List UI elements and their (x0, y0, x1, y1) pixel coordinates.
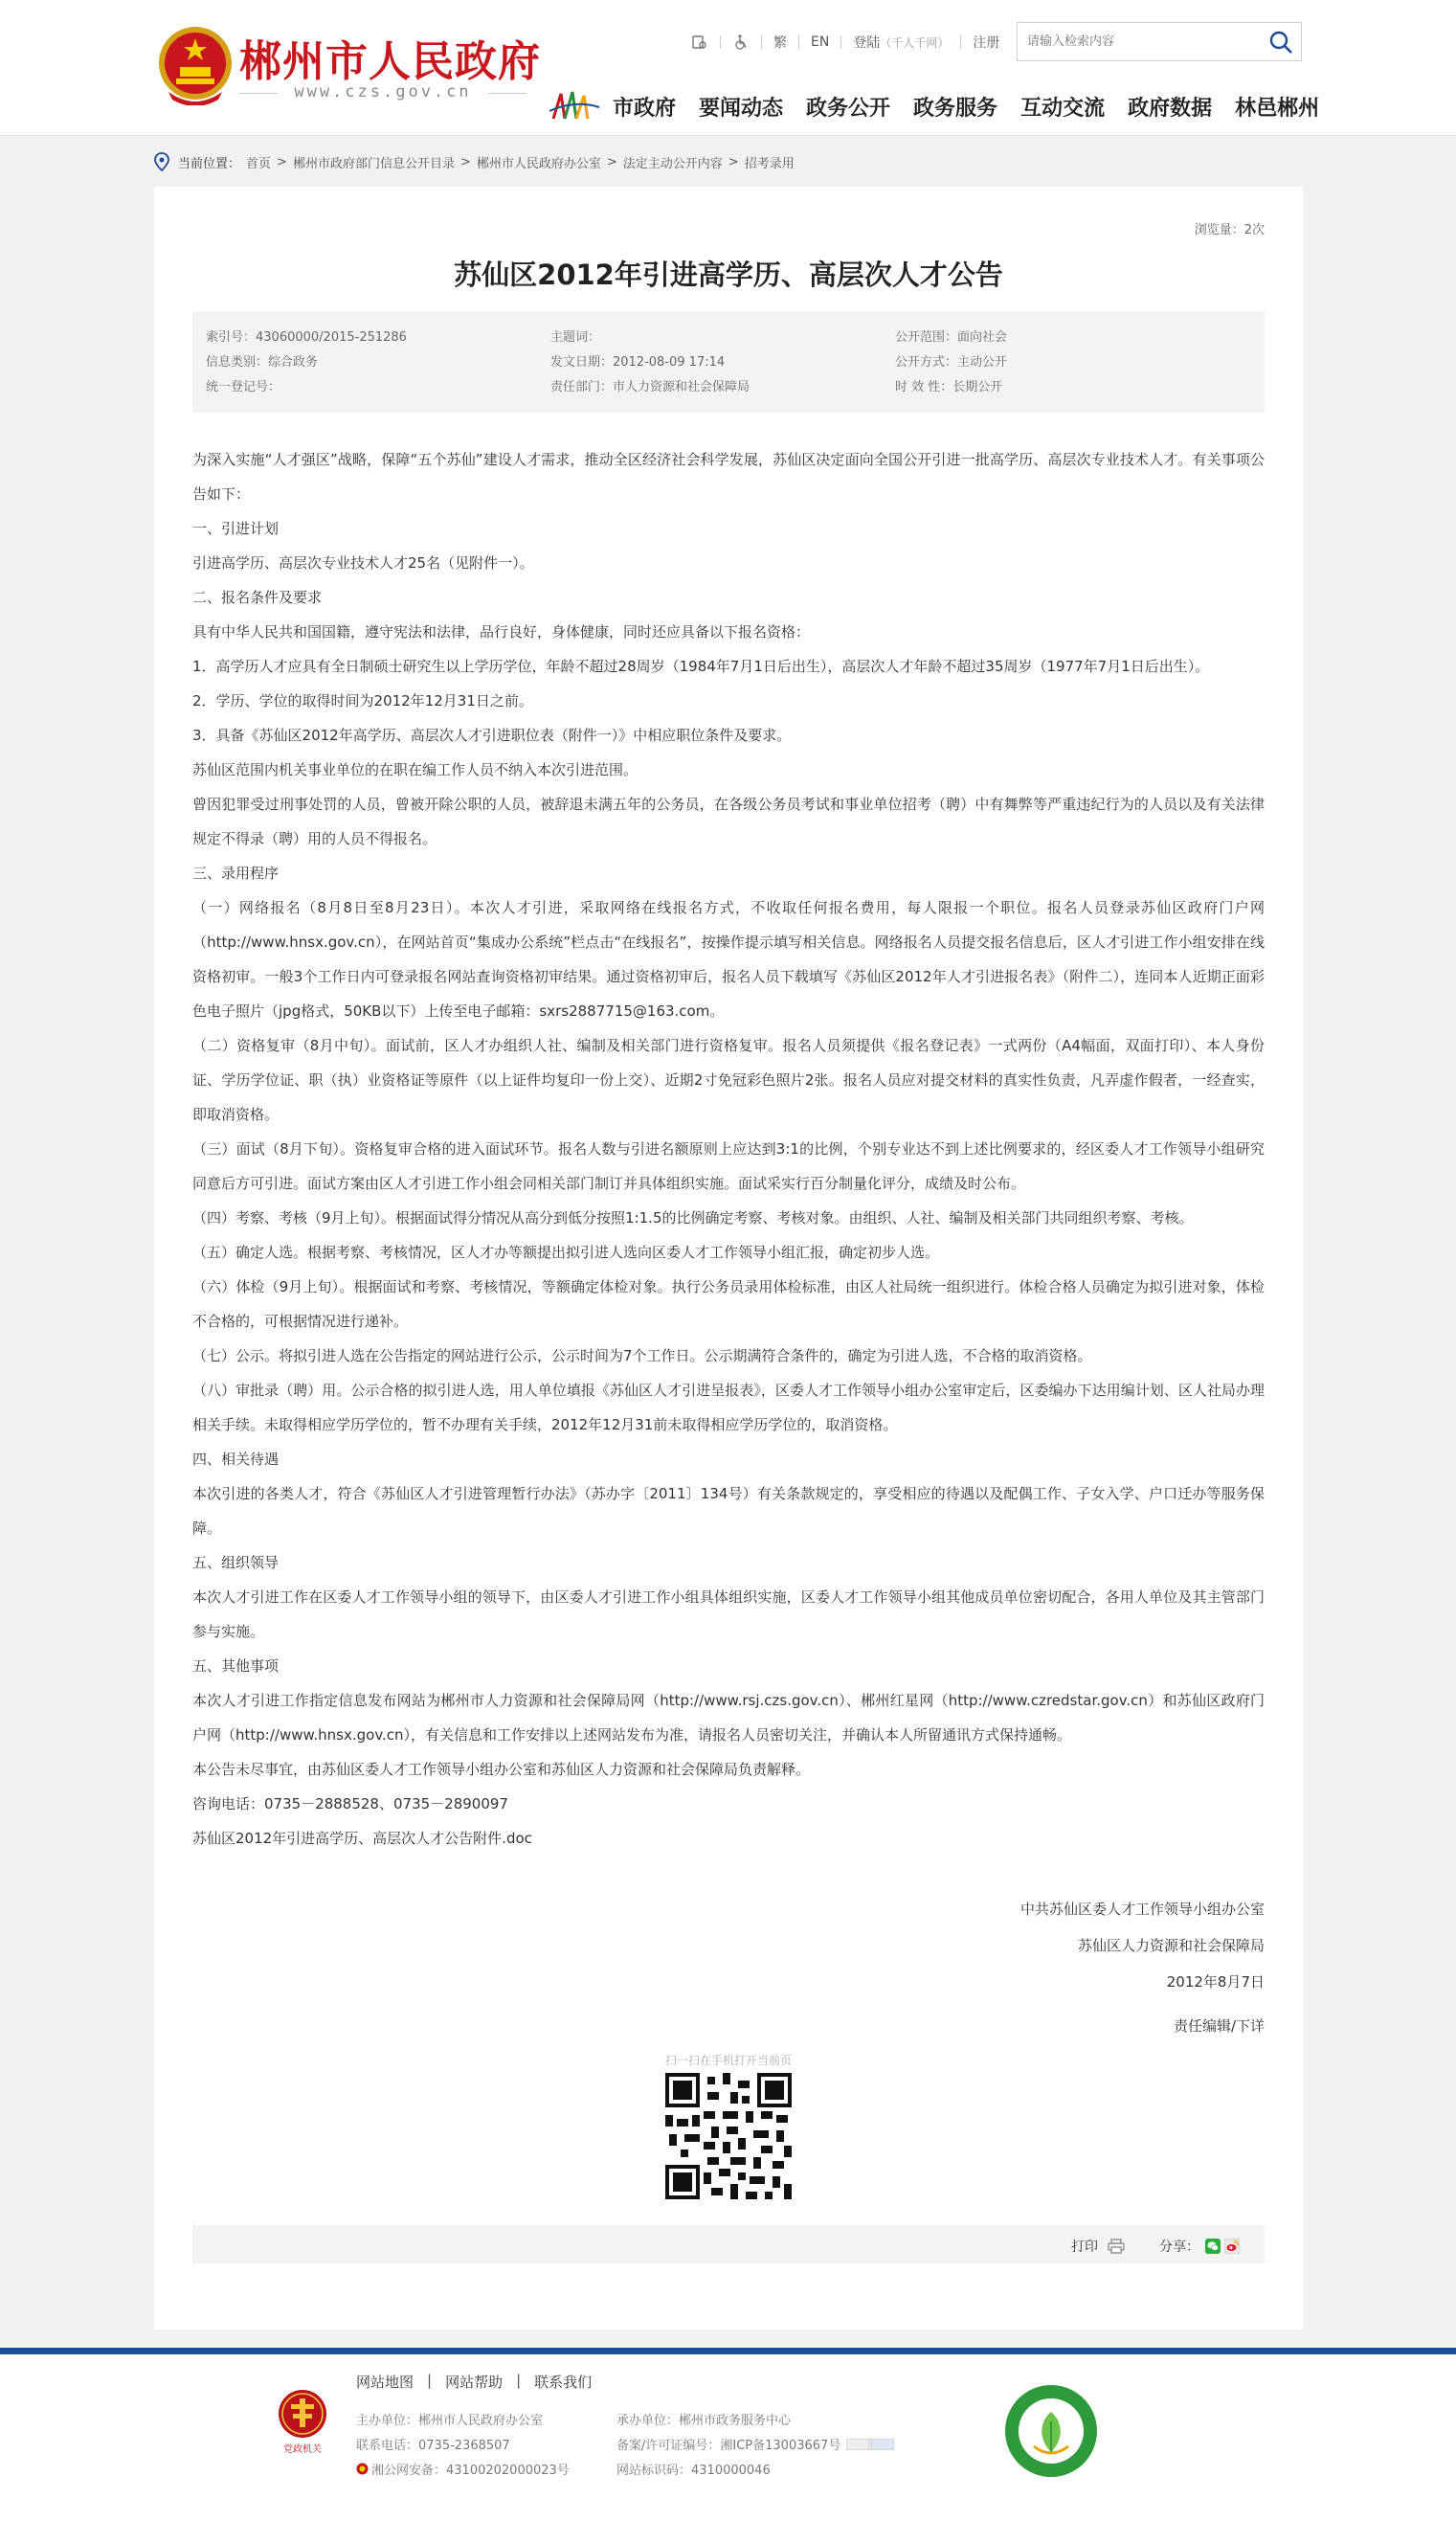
meta-theme: 主题词： (550, 330, 601, 345)
responsible-editor: 责任编辑/下详 (1173, 2017, 1265, 2035)
accessibility-icon[interactable] (691, 34, 708, 51)
article-meta (192, 311, 1265, 413)
footer-link-help[interactable]: 网站帮助 (445, 2374, 504, 2391)
paragraph: 具有中华人民共和国国籍，遵守宪法和法律，品行良好，身体健康，同时还应具备以下报名资格： (192, 623, 811, 641)
paragraph: 2．学历、学位的取得时间为2012年12月31日之前。 (192, 692, 533, 709)
attachment-link[interactable]: 苏仙区2012年引进高学历、高层次人才公告附件.doc (192, 1830, 532, 1847)
section-heading: 五、组织领导 (192, 1554, 280, 1571)
site-footer (0, 2354, 1456, 2521)
search-box (1017, 22, 1302, 61)
breadcrumb-office[interactable]: 郴州市人民政府办公室 (476, 156, 601, 171)
printer-icon (1108, 2239, 1125, 2254)
meta-validity: 时 效 性：长期公开 (895, 380, 1003, 394)
party-logo-caption: 党政机关 (283, 2444, 322, 2455)
meta-dept: 责任部门：市人力资源和社会保障局 (550, 380, 750, 394)
nav-item-open-government[interactable]: 政务公开 (806, 97, 891, 121)
paragraph: 咨询电话：0735－2888528、0735－2890097 (192, 1795, 508, 1812)
qr-code-icon (665, 2073, 792, 2199)
search-icon[interactable] (1268, 30, 1293, 55)
traditional-chinese-link[interactable]: 繁 (773, 35, 787, 51)
footer-divider (0, 2348, 1456, 2354)
paragraph: 本公告未尽事宜，由苏仙区委人才工作领导小组办公室和苏仙区人力资源和社会保障局负责解释。 (192, 1761, 811, 1778)
paragraph: 3．具备《苏仙区2012年高学历、高层次人才引进职位表（附件一）》中相应职位条件及要求。 (192, 727, 792, 744)
party-government-badge[interactable] (278, 2389, 327, 2455)
icp-logo-icon (846, 2439, 894, 2450)
footer-site-code: 网站标识码：4310000046 (616, 2464, 771, 2478)
paragraph: （四）考察、考核（9月上旬）。根据面试得分情况从高分到低分按照1:1.5的比例确定考察、考核对象。由组织、人社、编制及相关部门共同组织考察、考核。 (192, 1209, 1194, 1227)
article-toolbar (192, 2225, 1265, 2263)
party-logo-icon (278, 2389, 327, 2439)
police-badge-icon (356, 2463, 369, 2475)
paragraph: （六）体检（9月上旬）。根据面试和考察、考核情况，等额确定体检对象。执行公务员录用体检标准，由区人社局统一组织进行。体检合格人员确定为拟引进对象，体检不合格的，可根据情况进行递补。 (192, 1278, 1265, 1330)
english-link[interactable]: EN (811, 34, 830, 50)
meta-scope: 公开范围：面向社会 (895, 330, 1008, 345)
site-url: www.czs.gov.cn (239, 82, 526, 101)
article-container (154, 187, 1303, 2330)
meta-index-no: 索引号：43060000/2015-251286 (206, 330, 407, 345)
signature-block (882, 1891, 1265, 2000)
nav-logo-icon (548, 86, 601, 124)
print-button[interactable] (1071, 2237, 1125, 2256)
paragraph: （三）面试（8月下旬）。资格复审合格的进入面试环节。报名人数与引进名额原则上应达到3:1的比例，个别专业达不到上述比例要求的，经区委人才工作领导小组研究同意后方可引进。面试方案由区人才引进工作小组会同相关部门制订并具体组织实施。面试采实行百分制量化评分，成绩及时公布。 (192, 1140, 1265, 1192)
paragraph: 引进高学历、高层次专业技术人才25名（见附件一）。 (192, 554, 534, 572)
breadcrumb-label: 当前位置： (178, 156, 241, 171)
breadcrumb-statutory[interactable]: 法定主动公开内容 (622, 156, 723, 171)
meta-date: 发文日期：2012-08-09 17:14 (550, 355, 726, 370)
civilized-city-badge-icon[interactable] (1003, 2383, 1099, 2479)
paragraph: 本次人才引进工作在区委人才工作领导小组的领导下，由区委人才引进工作小组具体组织实施，区委人才工作领导小组其他成员单位密切配合，各用人单位及其主管部门参与实施。 (192, 1588, 1265, 1640)
wechat-icon[interactable] (1205, 2239, 1221, 2254)
footer-police-row (356, 2460, 570, 2478)
location-pin-icon (153, 152, 170, 171)
nav-item-data[interactable]: 政府数据 (1128, 97, 1213, 121)
site-title[interactable]: 郴州市人民政府 (239, 37, 541, 86)
breadcrumb-directory[interactable]: 郴州市政府部门信息公开目录 (292, 156, 455, 171)
footer-link-contact[interactable]: 联系我们 (534, 2374, 593, 2391)
footer-undertaker: 承办单位：郴州市政务服务中心 (616, 2414, 792, 2428)
footer-host: 主办单位：郴州市人民政府办公室 (356, 2414, 544, 2428)
login-link[interactable]: 登陆 (853, 35, 881, 51)
nav-item-news[interactable]: 要闻动态 (699, 97, 784, 121)
paragraph: 1．高学历人才应具有全日制硕士研究生以上学历学位，年龄不超过28周岁（1984年7月1日后出生），高层次人才年龄不超过35周岁（1977年7月1日后出生）。 (192, 658, 1210, 675)
breadcrumb: 当前位置： 首页 > 郴州市政府部门信息公开目录 > 郴州市人民政府办公室 > 法定主动公开内容 > 招考录用 (153, 151, 795, 172)
paragraph: （二）资格复审（8月中旬）。面试前，区人才办组织人社、编制及相关部门进行资格复审。报名人员须提供《报名登记表》一式两份（A4幅面，双面打印）、本人身份证、学历学位证、职（执）业资格证等原件（以上证件均复印一份上交）、近期2寸免冠彩色照片2张。报名人员应对提交材料的真实性负责，凡弄虚作假者，一经查实，即取消资格。 (192, 1037, 1265, 1123)
paragraph: （五）确定人选。根据考察、考核情况，区人才办等额提出拟引进人选向区委人才工作领导小组汇报，确定初步人选。 (192, 1244, 940, 1261)
footer-phone: 联系电话：0735-2368507 (356, 2439, 510, 2453)
signature-date: 2012年8月7日 (1166, 1973, 1265, 1991)
footer-icp-row (616, 2435, 894, 2453)
site-header (0, 0, 1456, 136)
paragraph: 本次人才引进工作指定信息发布网站为郴州市人力资源和社会保障局网（http://www.rsj.czs.gov.cn）、郴州红星网（http://www.czredstar.gov.cn）和苏仙区政府门户网（http://www.hnsx.gov.cn），有关信息和工作安排以上述网站发布为准，请报名人员密切关注，并确认本人所留通讯方式保持通畅。 (192, 1692, 1265, 1744)
breadcrumb-home[interactable]: 首页 (246, 156, 272, 171)
article-body (192, 442, 1265, 1856)
paragraph: 本次引进的各类人才，符合《苏仙区人才引进管理暂行办法》（苏办字〔2011〕134号）有关条款规定的，享受相应的待遇以及配偶工作、子女入学、户口迁办等服务保障。 (192, 1485, 1265, 1537)
footer-icp[interactable]: 备案/许可证编号：湘ICP备13003667号 (616, 2439, 841, 2453)
signature-line: 苏仙区人力资源和社会保障局 (1077, 1937, 1265, 1954)
search-input[interactable] (1018, 23, 1257, 60)
main-nav (613, 92, 1319, 121)
signature-line: 中共苏仙区委人才工作领导小组办公室 (1019, 1901, 1265, 1918)
paragraph: 苏仙区范围内机关事业单位的在职在编工作人员不纳入本次引进范围。 (192, 761, 638, 778)
top-utility-links (691, 32, 999, 53)
section-heading: 二、报名条件及要求 (192, 589, 323, 606)
nav-item-linyi-chenzhou[interactable]: 林邑郴州 (1235, 97, 1320, 121)
meta-method: 公开方式：主动公开 (895, 355, 1008, 370)
paragraph: （八）审批录（聘）用。公示合格的拟引进人选，用人单位填报《苏仙区人才引进呈报表》，区委人才工作领导小组办公室审定后，区委编办下达用编计划、区人社局办理相关手续。未取得相应学历学位的，暂不办理有关手续，2012年12月31前未取得相应学历学位的，取消资格。 (192, 1382, 1265, 1433)
breadcrumb-recruitment[interactable]: 招考录用 (744, 156, 795, 171)
paragraph: （七）公示。将拟引进人选在公告指定的网站进行公示，公示时间为7个工作日。公示期满符合条件的，确定为引进人选，不合格的取消资格。 (192, 1347, 1092, 1364)
section-heading: 三、录用程序 (192, 865, 280, 882)
view-count: 浏览量：2次 (1194, 223, 1265, 237)
paragraph: （一）网络报名（8月8日至8月23日）。本次人才引进，采取网络在线报名方式，不收取任何报名费用，每人限报一个职位。报名人员登录苏仙区政府门户网（http://www.hnsx.gov.cn），在网站首页“集成办公系统”栏点击“在线报名”，按操作提示填写相关信息。网络报名人员提交报名信息后，区人才引进工作小组安排在线资格初审。一般3个工作日内可登录报名网站查询资格初审结果。通过资格初审后，报名人员下载填写《苏仙区2012年人才引进报名表》（附件二），连同本人近期正面彩色电子照片（jpg格式，50KB以下）上传至电子邮箱：sxrs2887715@163.com。 (192, 899, 1265, 1020)
qr-caption: 扫一扫在手机打开当前页 (664, 2054, 792, 2067)
nav-item-city-government[interactable]: 市政府 (613, 97, 677, 121)
nav-item-interaction[interactable]: 互动交流 (1020, 97, 1106, 121)
weibo-icon[interactable] (1224, 2239, 1240, 2254)
section-heading: 四、相关待遇 (192, 1451, 280, 1468)
meta-reg-no: 统一登记号： (206, 380, 281, 394)
nav-item-services[interactable]: 政务服务 (913, 97, 998, 121)
meta-category: 信息类别：综合政务 (206, 355, 319, 370)
footer-link-sitemap[interactable]: 网站地图 (356, 2374, 414, 2391)
print-label: 打印 (1071, 2240, 1098, 2255)
section-heading: 五、其他事项 (192, 1657, 280, 1675)
share-label: 分享： (1159, 2240, 1199, 2255)
register-link[interactable]: 注册 (973, 35, 1000, 51)
login-subtitle: （千人千网） (880, 35, 950, 50)
footer-police[interactable]: 湘公网安备：43100202000023号 (371, 2464, 570, 2478)
share-area (1159, 2237, 1240, 2256)
section-heading: 一、引进计划 (192, 520, 280, 537)
paragraph: 曾因犯罪受过刑事处罚的人员，曾被开除公职的人员，被辞退未满五年的公务员，在各级公务员考试和事业单位招考（聘）中有舞弊等严重违纪行为的人员以及有关法律规定不得录（聘）用的人员不得报名。 (192, 796, 1265, 847)
national-emblem-icon[interactable] (157, 25, 234, 105)
footer-links: 网站地图 | 网站帮助 | 联系我们 (356, 2372, 593, 2391)
wheelchair-icon[interactable] (732, 34, 750, 51)
paragraph: 为深入实施“人才强区”战略，保障“五个苏仙”建设人才需求，推动全区经济社会科学发展，苏仙区决定面向全国公开引进一批高学历、高层次专业技术人才。有关事项公告如下： (192, 451, 1265, 503)
article-title: 苏仙区2012年引进高学历、高层次人才公告 (454, 259, 1003, 291)
